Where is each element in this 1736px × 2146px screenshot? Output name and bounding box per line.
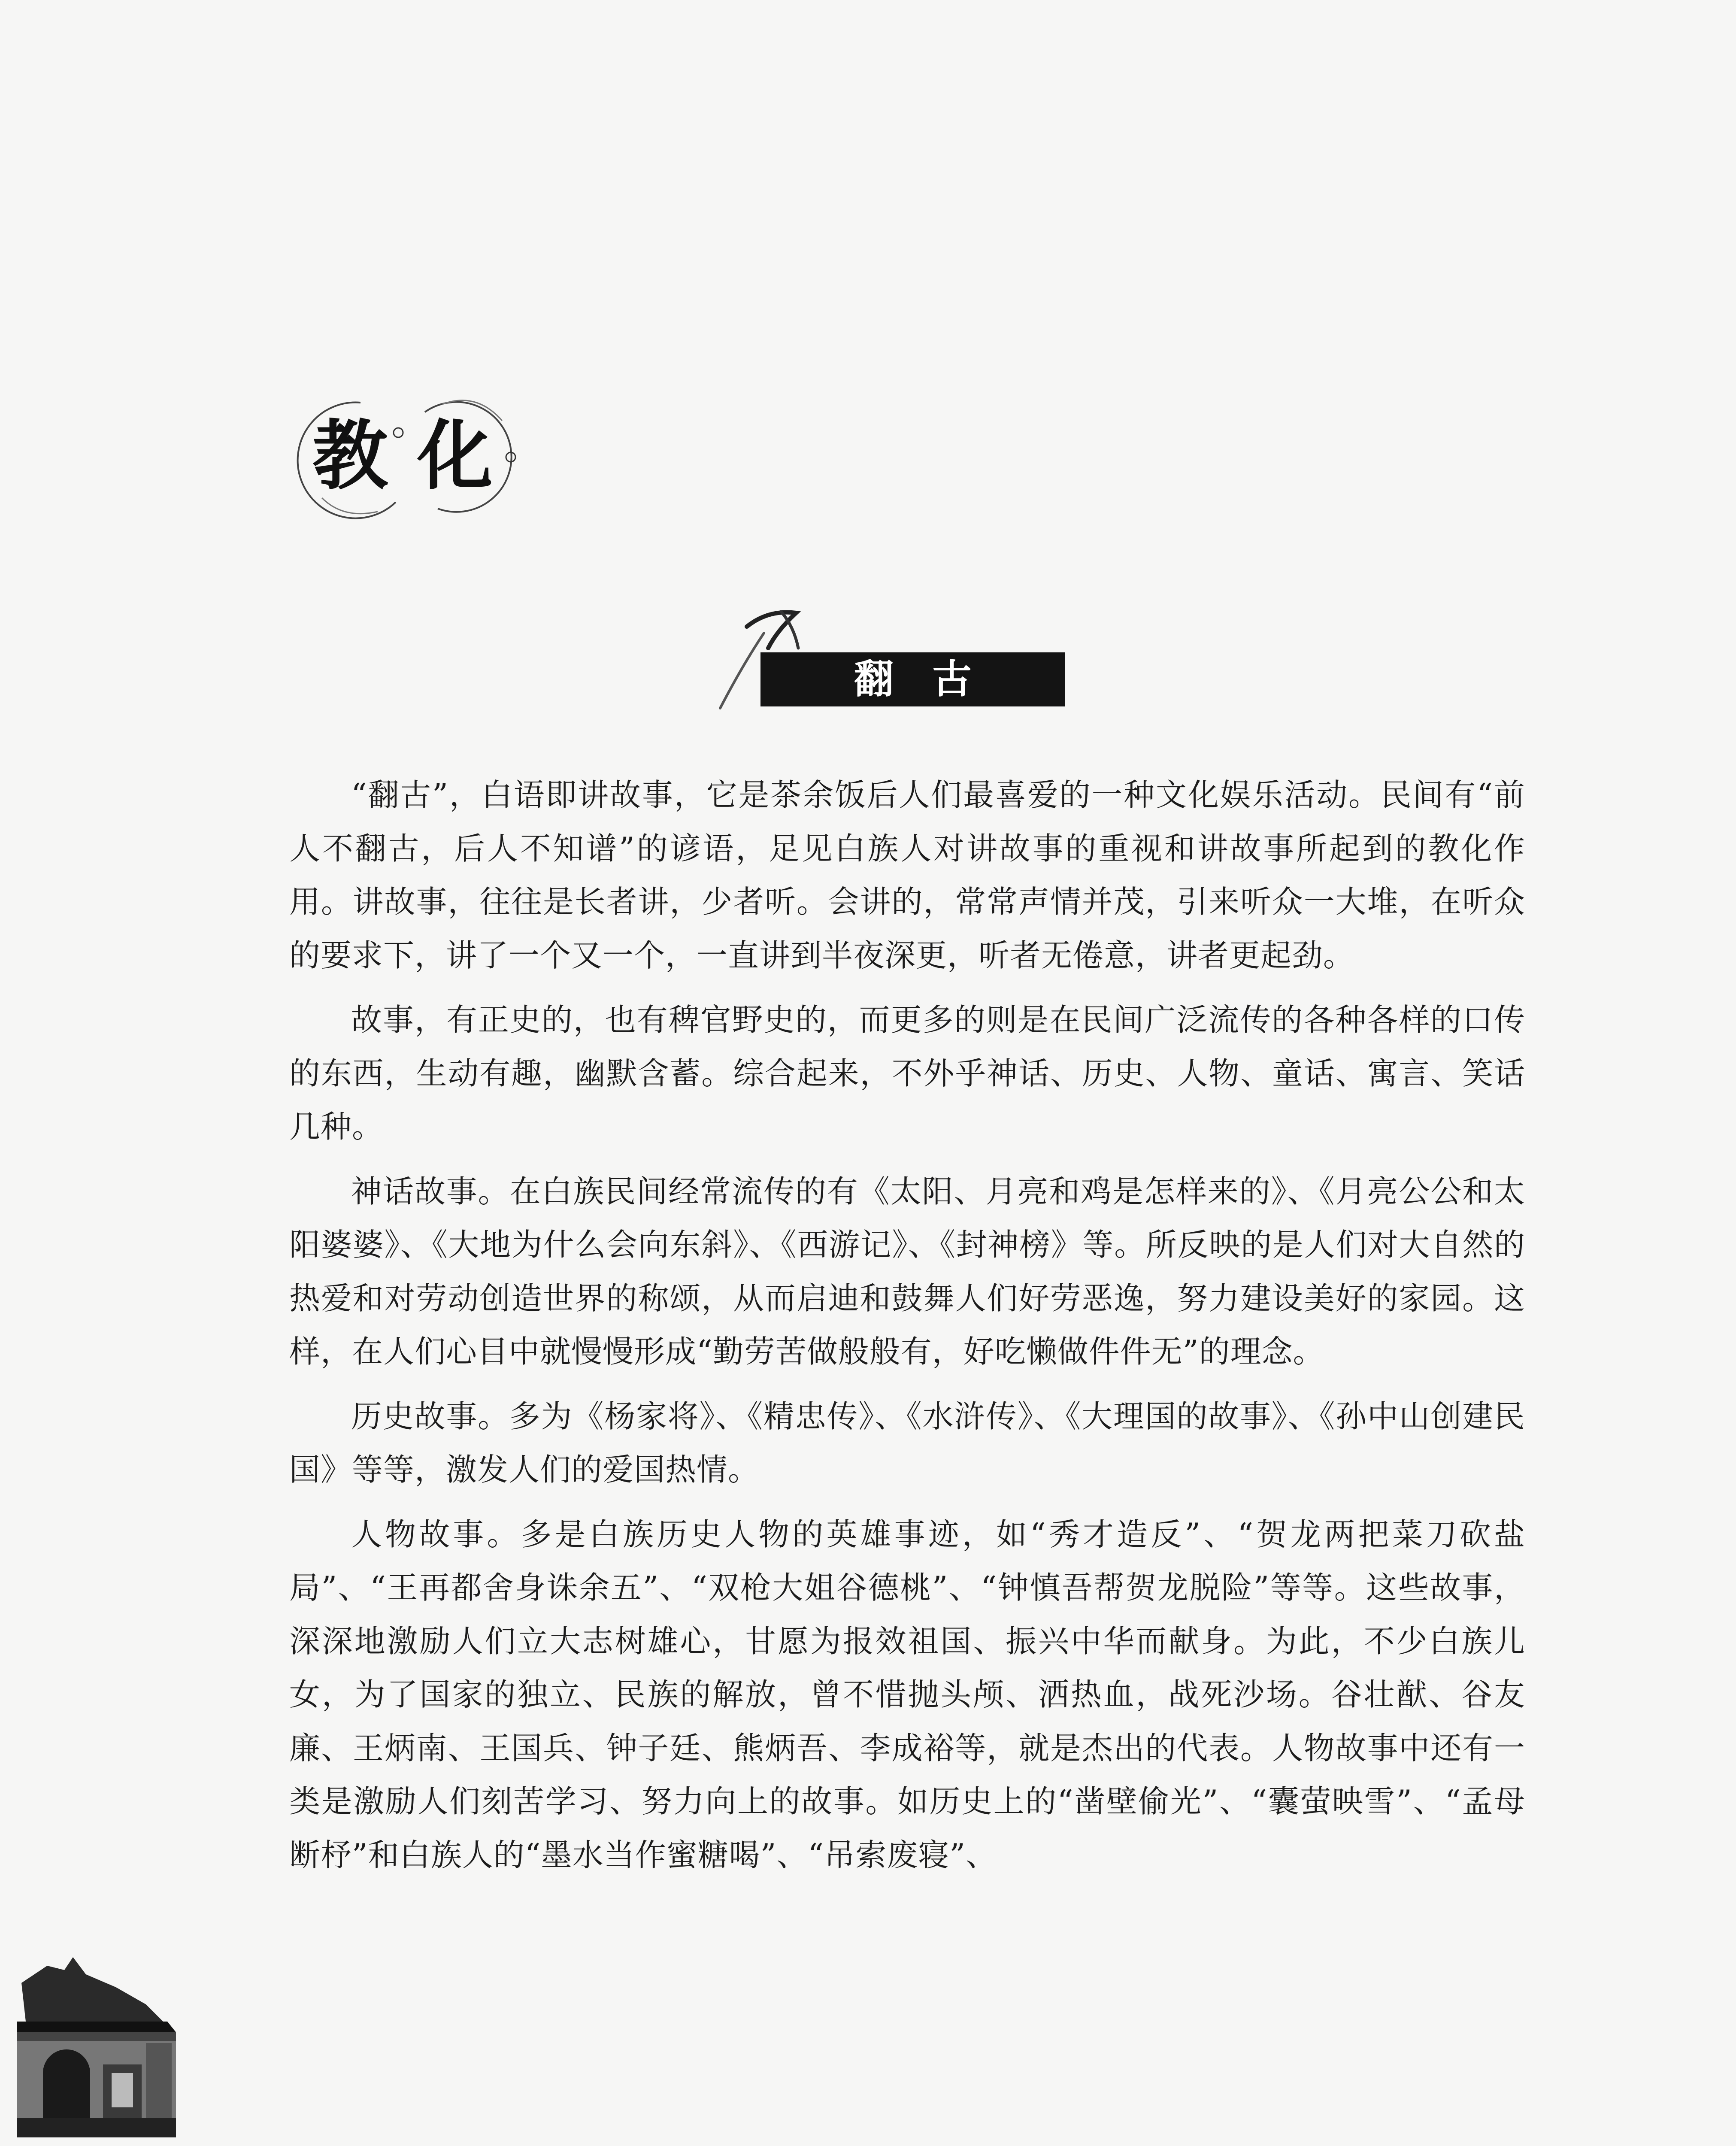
chapter-heading: [296, 395, 519, 524]
paragraph: 神话故事。在白族民间经常流传的有《太阳、月亮和鸡是怎样来的》、《月亮公公和太阳婆婆》、《大地为什么会向东斜》、《西游记》、《封神榜》等。所反映的是人们对大自然的热爱和对劳动创造世界的称颂，从而启迪和鼓舞人们好劳恶逸，努力建设美好的家园。这样，在人们心目中就慢慢形成“勤劳苦做般般有，好吃懒做件件无”的理念。: [289, 1173, 1525, 1370]
page-badge: [17, 1957, 176, 2137]
section-heading: [712, 601, 1082, 712]
section-title: 翻古: [760, 652, 1065, 706]
paragraph: 故事，有正史的，也有稗官野史的，而更多的则是在民间广泛流传的各种各样的口传的东西，生动有趣，幽默含蓄。综合起来，不外乎神话、历史、人物、童话、寓言、笑话几种。: [289, 1002, 1525, 1145]
chapter-title-char-1: 教: [312, 412, 388, 500]
chapter-title-char-2: 化: [417, 412, 493, 500]
body-text: [289, 768, 1525, 1893]
paragraph: 人物故事。多是白族历史人物的英雄事迹，如“秀才造反”、“贺龙两把菜刀砍盐局”、“王再都舍身诛余五”、“双枪大姐谷德桃”、“钟慎吾帮贺龙脱险”等等。这些故事，深深地激励人们立大志树雄心，甘愿为报效祖国、振兴中华而献身。为此，不少白族儿女，为了国家的独立、民族的解放，曾不惜抛头颅、洒热血，战死沙场。谷壮猷、谷友廉、王炳南、王国兵、钟子廷、熊炳吾、李成裕等，就是杰出的代表。人物故事中还有一类是激励人们刻苦学习、努力向上的故事。如历史上的“凿壁偷光”、“囊萤映雪”、“孟母断杼”和白族人的“墨水当作蜜糖喝”、“吊索废寝”、: [289, 1516, 1525, 1873]
book-title: [26, 2142, 180, 2146]
temple-photo: [17, 1957, 176, 2137]
paragraph: 历史故事。多为《杨家将》、《精忠传》、《水浒传》、《大理国的故事》、《孙中山创建民国》等等，激发人们的爱国热情。: [289, 1398, 1525, 1488]
paragraph: “翻古”，白语即讲故事，它是茶余饭后人们最喜爱的一种文化娱乐活动。民间有“前人不翻古，后人不知谱”的谚语，足见白族人对讲故事的重视和讲故事所起到的教化作用。讲故事，往往是长者讲，少者听。会讲的，常常声情并茂，引来听众一大堆，在听众的要求下，讲了一个又一个，一直讲到半夜深更，听者无倦意，讲者更起劲。: [289, 777, 1525, 973]
